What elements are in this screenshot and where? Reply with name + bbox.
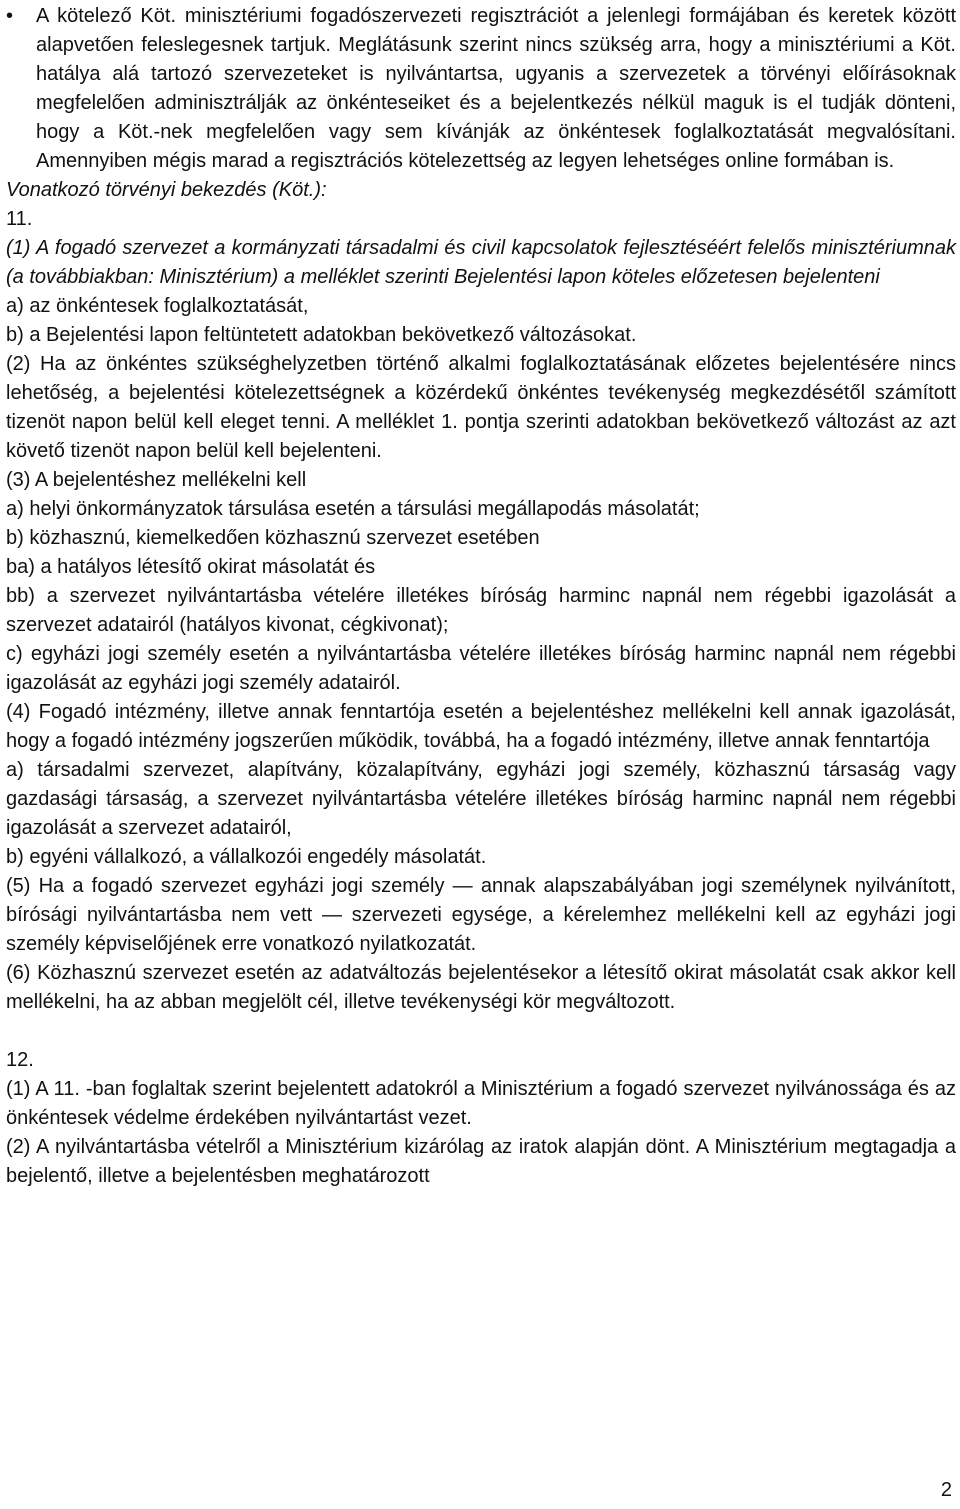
section-12-number: 12. [6,1049,34,1071]
section-11-item-9: bb) a szervezet nyilvántartásba vételére illetékes bíróság harminc napnál nem régebbi igazolását a szervezet adatairól (hatályos kivonat, cégkivonat); [6,585,956,636]
section-11-item-8: ba) a hatályos létesítő okirat másolatát és [6,556,376,578]
section-11-item-5: (3) A bejelentéshez mellékelni kell [6,469,307,491]
reference-heading: Vonatkozó törvényi bekezdés (Köt.): [6,179,327,201]
section-11-item-11: (4) Fogadó intézmény, illetve annak fenntartója esetén a bejelentéshez mellékelni kell annak igazolását, hogy a fogadó intézmény jogszerűen működik, továbbá, ha a fogadó intézmény, illetve annak fenntartója [6,701,956,752]
section-11-heading [6,205,956,234]
section-11-item-6: a) helyi önkormányzatok társulása esetén a társulási megállapodás másolatát; [6,498,700,520]
section-11-item-3: b) a Bejelentési lapon feltüntetett adatokban bekövetkező változásokat. [6,324,637,346]
section-12-heading [6,1046,956,1075]
intro-paragraph: A kötelező Köt. minisztériumi fogadószervezeti regisztrációt a jelenlegi formájában és keretek között alapvetően feleslegesnek tartjuk. Meglátásunk szerint nincs szükség arra, hogy a minisztériumi a Köt. hatálya alá tartozó szervezeteket is nyilvántartsa, ugyanis a szervezetek a törvényi előírásoknak megfelelően adminisztrálják az önkénteseiket és a bejelentkezés nélkül maguk is el tudják dönteni, hogy a Köt.-nek megfelelően vagy sem kívánják az önkéntesek foglalkoztatását megvalósítani. Amennyiben mégis marad a regisztrációs kötelezettség az legyen lehetséges online formában is. [36,5,956,172]
section-11-item-15: (6) Közhasznú szervezet esetén az adatváltozás bejelentésekor a létesítő okirat másolatát csak akkor kell mellékelni, ha az abban megjelölt cél, illetve tevékenységi kör megváltozott. [6,962,956,1013]
section-spacer [6,1017,956,1046]
section-11-item-7: b) közhasznú, kiemelkedően közhasznú szervezet esetében [6,527,540,549]
section-11-item-13: b) egyéni vállalkozó, a vállalkozói engedély másolatát. [6,846,487,868]
section-11-item-4: (2) Ha az önkéntes szükséghelyzetben történő alkalmi foglalkoztatásának előzetes bejelentésére nincs lehetőség, a bejelentési kötelezettségnek a közérdekű önkéntes tevékenység megkezdésétől számított tizenöt napon belül kell eleget tenni. A melléklet 1. pontja szerinti adatokban bekövetkező változást az azt követő tizenöt napon belül kell bejelenteni. [6,353,956,462]
section-11-item-12: a) társadalmi szervezet, alapítvány, közalapítvány, egyházi jogi személy, közhasznú társaság vagy gazdasági társaság, a szervezet nyilvántartásba vételére illetékes bíróság harminc napnál nem régebbi igazolását a szervezet adatairól, [6,759,956,839]
section-12-item-2: (2) A nyilvántartásba vételről a Minisztérium kizárólag az iratok alapján dönt. A Minisztérium megtagadja a bejelentő, illetve a bejelentésben meghatározott [6,1136,956,1187]
section-12-item-1: (1) A 11. -ban foglaltak szerint bejelentett adatokról a Minisztérium a fogadó szervezet nyilvánossága és az önkéntesek védelme érdekében nyilvántartást vezet. [6,1078,956,1129]
section-11-item-2: a) az önkéntesek foglalkoztatását, [6,295,309,317]
page-number: 2 [940,1479,952,1501]
document-page [6,2,956,1191]
section-11-item-14: (5) Ha a fogadó szervezet egyházi jogi személy — annak alapszabályában jogi személynek nyilvánított, bírósági nyilvántartásba nem vett — szervezeti egysége, a kérelemhez mellékelni kell az egyházi jogi személy képviselőjének erre vonatkozó nyilatkozatát. [6,875,956,955]
section-11-item-1: (1) A fogadó szervezet a kormányzati társadalmi és civil kapcsolatok fejlesztéséért felelős minisztériumnak (a továbbiakban: Minisztérium) a melléklet szerinti Bejelentési lapon köteles előzetesen bejelenteni [6,237,956,288]
bullet-icon: • [6,5,14,27]
intro-bullet-item [6,2,956,176]
section-11-number: 11. [6,208,33,230]
section-11-item-10: c) egyházi jogi személy esetén a nyilvántartásba vételére illetékes bíróság harminc napnál nem régebbi igazolását az egyházi jogi személy adatairól. [6,643,956,694]
